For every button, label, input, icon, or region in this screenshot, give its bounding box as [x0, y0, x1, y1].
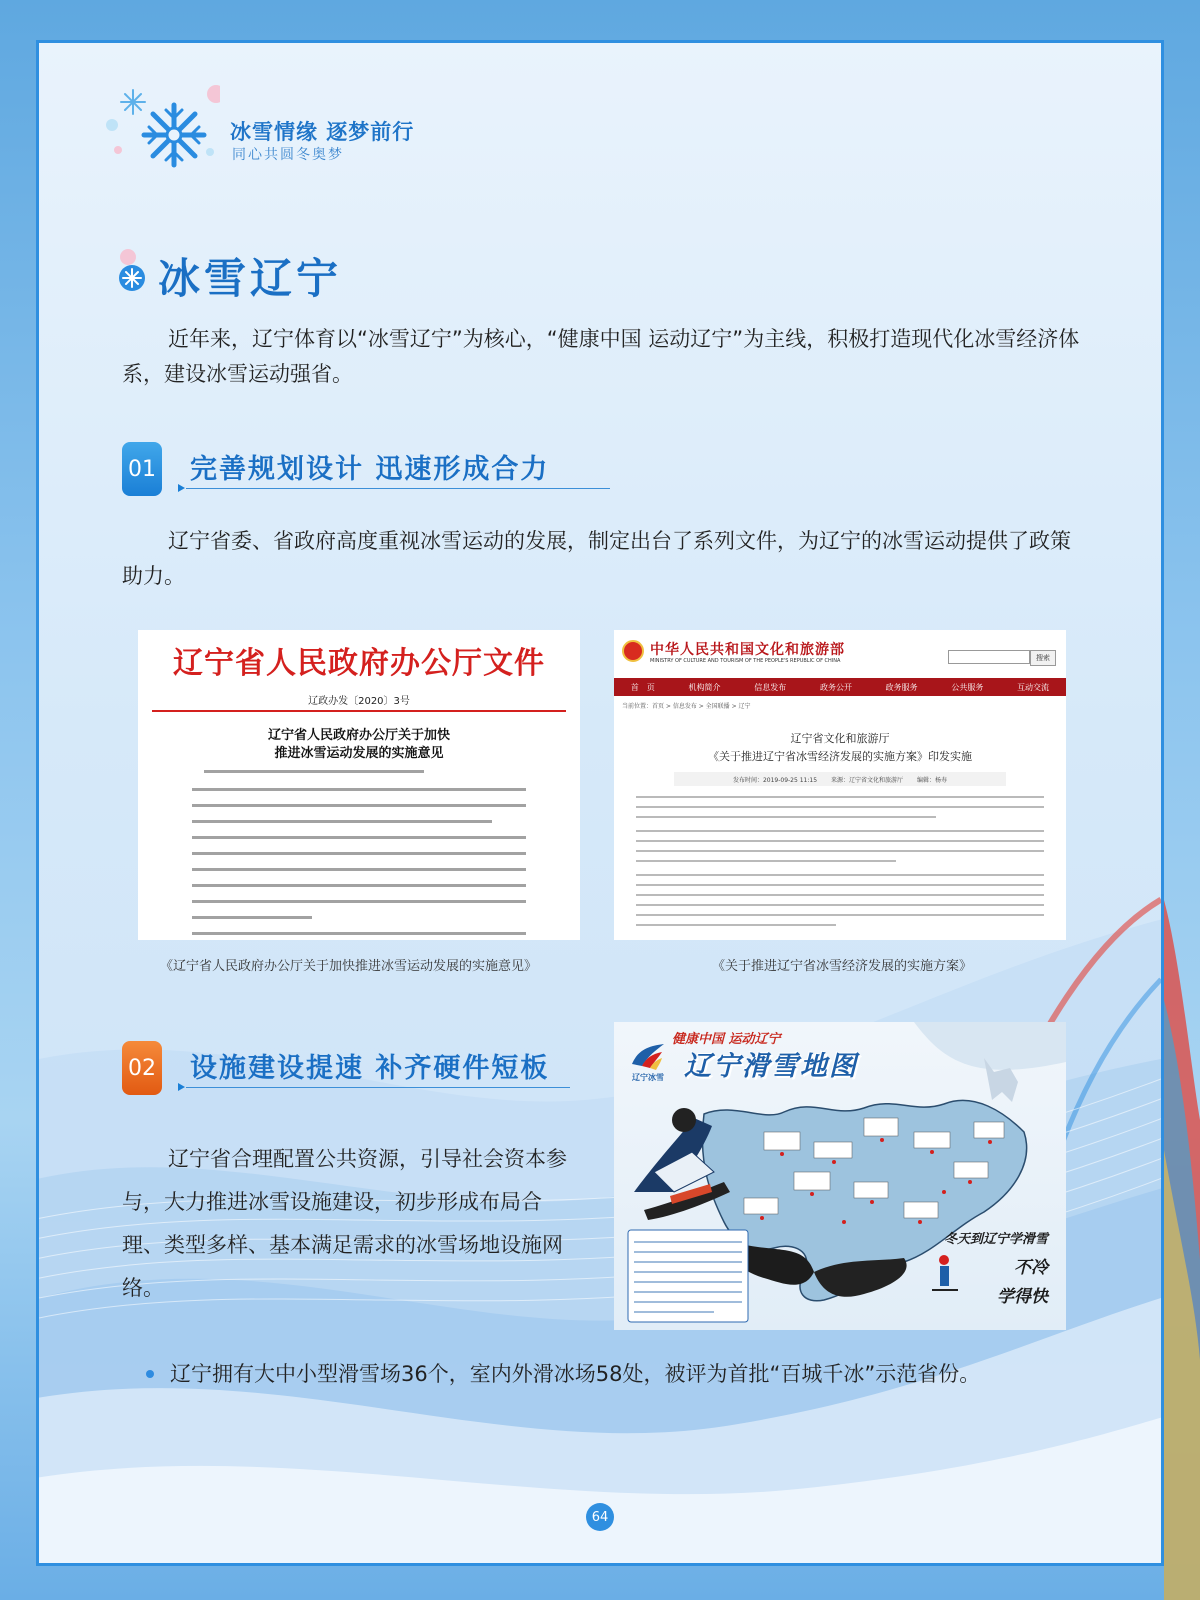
logo-text: 辽宁冰雪 [632, 1073, 664, 1082]
part-title: 完善规划设计 迅速形成合力 [190, 454, 550, 485]
bullet-fact: 辽宁拥有大中小型滑雪场36个，室内外滑冰场58处，被评为首批“百城千冰”示范省份。 [170, 1362, 981, 1386]
page-number: 64 [586, 1503, 614, 1531]
text-line [192, 836, 526, 839]
title-underline [186, 1087, 570, 1088]
part-paragraph: 辽宁省委、省政府高度重视冰雪运动的发展，制定出台了系列文件，为辽宁的冰雪运动提供了政策助力。 [122, 529, 1071, 588]
map-title: 辽宁滑雪地图 [684, 1051, 858, 1082]
document-heading: 辽宁省人民政府办公厅关于加快 [267, 728, 450, 743]
intro-paragraph: 近年来，辽宁体育以“冰雪辽宁”为核心，“健康中国 运动辽宁”为主线，积极打造现代化冰雪经济体系，建设冰雪运动强省。 [122, 327, 1080, 386]
ski-map-image [614, 1022, 1066, 1330]
bullet-dot-icon [146, 1370, 154, 1378]
text-line [636, 830, 1044, 832]
calligraphy-slogan [944, 1228, 1048, 1307]
title-underline [186, 488, 610, 489]
text-line [636, 924, 836, 926]
article-meta [674, 772, 1006, 786]
site-name-english: MINISTRY OF CULTURE AND TOURISM OF THE PEOPLE'S REPUBLIC OF CHINA [650, 658, 841, 664]
text-line [636, 850, 1044, 852]
text-line [192, 868, 526, 871]
publish-time: 发布时间：2019-09-25 11:15 [732, 776, 818, 784]
section-title: 冰雪辽宁 [158, 254, 343, 303]
document-caption: 《辽宁省人民政府办公厅关于加快推进冰雪运动发展的实施意见》 [160, 959, 538, 974]
breadcrumb: 当前位置：首页 > 信息发布 > 全国联播 > 辽宁 [622, 703, 751, 710]
calligraphy-line: 不冷 [1014, 1258, 1048, 1278]
webpage-caption: 《关于推进辽宁省冰雪经济发展的实施方案》 [712, 959, 973, 974]
liaoning-ice-snow-logo-icon [628, 1040, 668, 1072]
text-line [636, 874, 1044, 876]
calligraphy-line: 学得快 [997, 1287, 1048, 1307]
calligraphy-line: 冬天到辽宁学滑雪 [943, 1232, 1048, 1247]
search-input [948, 650, 1030, 664]
text-line [204, 770, 424, 773]
title-arrow-icon [178, 1083, 185, 1091]
title-arrow-icon [178, 484, 185, 492]
site-nav [614, 678, 1066, 696]
snowflake-logo-icon [100, 80, 220, 180]
text-line [192, 884, 526, 887]
text-line [192, 900, 526, 903]
text-line [636, 840, 1044, 842]
text-line [192, 916, 312, 919]
government-document-image [138, 630, 580, 940]
text-line [636, 884, 1044, 886]
header-title: 冰雪情缘 逐梦前行 [230, 120, 415, 144]
part-paragraph: 辽宁省合理配置公共资源，引导社会资本参与，大力推进冰雪设施建设，初步形成布局合理、类型多样、基本满足需求的冰雪场地设施网络。 [122, 1147, 567, 1300]
national-emblem-icon [622, 640, 644, 662]
section-snowflake-icon [118, 247, 148, 293]
text-line [636, 806, 1044, 808]
article-source-meta: 来源：辽宁省文化和旅游厅 [831, 776, 904, 784]
document-number: 辽政办发〔2020〕3号 [308, 696, 410, 707]
site-header [614, 630, 1066, 674]
text-line [192, 932, 526, 935]
article-title: 《关于推进辽宁省冰雪经济发展的实施方案》印发实施 [708, 750, 972, 763]
text-line [636, 860, 896, 862]
nav-item: 信息发布 [754, 682, 787, 692]
text-line [192, 804, 526, 807]
map-slogan: 健康中国 运动辽宁 [672, 1032, 781, 1047]
nav-item: 政务服务 [885, 682, 918, 692]
nav-item: 机构简介 [688, 682, 721, 692]
text-line [636, 894, 1044, 896]
text-line [636, 796, 1044, 798]
nav-item: 政务公开 [819, 682, 852, 692]
text-line [192, 788, 526, 791]
article-editor: 编辑：杨寿 [917, 776, 948, 784]
nav-item: 互动交流 [1017, 682, 1050, 692]
red-divider [152, 710, 566, 712]
ministry-webpage-image [614, 630, 1066, 940]
part-title: 设施建设提速 补齐硬件短板 [190, 1053, 550, 1084]
text-line [636, 816, 936, 818]
header-subtitle: 同心共圆冬奥梦 [232, 147, 344, 163]
nav-item: 公共服务 [951, 682, 984, 692]
nav-item: 首 页 [630, 682, 655, 692]
document-heading: 推进冰雪运动发展的实施意见 [274, 746, 444, 761]
text-line [192, 820, 492, 823]
text-line [192, 852, 526, 855]
search-button: 搜索 [1030, 650, 1056, 666]
article-source: 辽宁省文化和旅游厅 [790, 732, 890, 745]
site-name: 中华人民共和国文化和旅游部 [650, 642, 845, 658]
text-line [636, 914, 1044, 916]
text-line [636, 904, 1044, 906]
document-title: 辽宁省人民政府办公厅文件 [173, 646, 545, 681]
part-number-badge: 02 [122, 1041, 162, 1095]
part-number-badge: 01 [122, 442, 162, 496]
